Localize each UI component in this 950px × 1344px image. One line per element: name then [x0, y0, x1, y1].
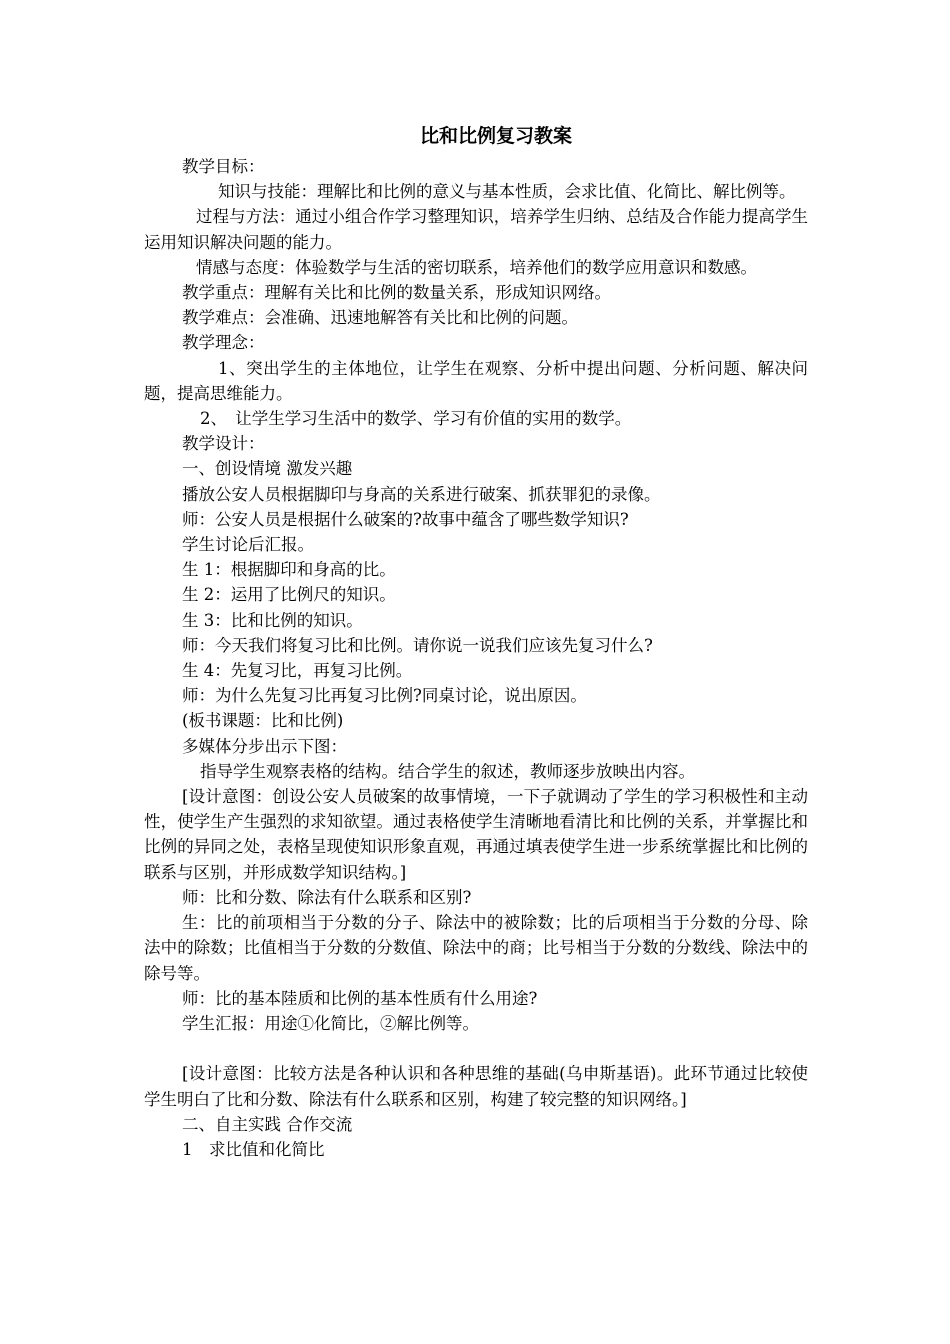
dialogue-line: 学生讨论后汇报。: [182, 535, 314, 555]
paragraph-philosophy: 教学理念：: [182, 333, 265, 353]
section-heading-2: 二、自主实践 合作交流: [182, 1114, 353, 1134]
paragraph-design: 教学设计：: [182, 434, 265, 454]
paragraph-design-intent-2: [设计意图：比较方法是各种认识和各种思维的基础(乌申斯基语)。此环节通过比较使学生明白了比和分数、除法有什么联系和区别，构建了较完整的知识网络。]: [144, 1064, 808, 1109]
paragraph-philosophy-item-2: 2、 让学生学习生活中的数学、学习有价值的实用的数学。: [200, 409, 632, 429]
paragraph-key-point: 教学重点：理解有关比和比例的数量关系，形成知识网络。: [182, 283, 611, 303]
section-heading-1: 一、创设情境 激发兴趣: [182, 459, 353, 479]
paragraph-teaching-goals: 教学目标：: [182, 157, 265, 176]
paragraph-board-title: (板书课题：比和比例): [182, 711, 344, 731]
paragraph-multimedia: 多媒体分步出示下图：: [182, 736, 347, 756]
dialogue-line: 师：今天我们将复习比和比例。请你说一说我们应该先复习什么?: [182, 635, 653, 655]
blank-line: [144, 1036, 808, 1061]
dialogue-line: 师：为什么先复习比再复习比例?同桌讨论，说出原因。: [182, 686, 587, 706]
paragraph-guide: 指导学生观察表格的结构。结合学生的叙述，教师逐步放映出内容。: [200, 761, 695, 781]
dialogue-line: 生 2：运用了比例尺的知识。: [182, 585, 396, 605]
dialogue-line: 生 4：先复习比，再复习比例。: [182, 661, 413, 681]
paragraph-process-method: 过程与方法：通过小组合作学习整理知识，培养学生归纳、总结及合作能力提高学生运用知识解决问题的能力。: [144, 207, 808, 252]
dialogue-line: 学生汇报：用途①化简比，②解比例等。: [182, 1013, 479, 1033]
dialogue-line: 师：比的基本陸质和比例的基本性质有什么用途?: [182, 988, 538, 1008]
paragraph-philosophy-item-1: 1、突出学生的主体地位，让学生在观察、分析中提出问题、分析问题、解决问题，提高思维能力。: [144, 358, 808, 403]
dialogue-line: 生 1：根据脚印和身高的比。: [182, 560, 396, 580]
paragraph-design-intent-1: [设计意图：创设公安人员破案的故事情境，一下子就调动了学生的学习积极性和主动性，使学生产生强烈的求知欲望。通过表格使学生清晰地看清比和比例的关系，并掌握比和比例的异同之处，表格呈现使知识形象直观，再通过填表使学生进一步系统掌握比和比例的联系与区别，并形成数学知识结构。]: [144, 787, 808, 882]
document-title: 比和比例复习教案: [419, 125, 572, 147]
dialogue-line: 生 3：比和比例的知识。: [182, 610, 363, 630]
paragraph-video: 播放公安人员根据脚印与身高的关系进行破案、抓获罪犯的录像。: [182, 484, 661, 504]
paragraph-difficulty: 教学难点：会准确、迅速地解答有关比和比例的问题。: [182, 308, 578, 328]
paragraph-knowledge-skills: 知识与技能：理解比和比例的意义与基本性质，会求比值、化简比、解比例等。: [218, 182, 796, 202]
dialogue-line: 师：比和分数、除法有什么联系和区别?: [182, 887, 472, 907]
document-page: [144, 122, 808, 1162]
dialogue-line: 师：公安人员是根据什么破案的?故事中蕴含了哪些数学知识?: [182, 509, 629, 529]
subsection-heading-1: 1 求比值和化简比: [182, 1139, 325, 1159]
paragraph-emotion-attitude: 情感与态度：体验数学与生活的密切联系，培养他们的数学应用意识和数感。: [196, 257, 757, 277]
dialogue-line: 生：比的前项相当于分数的分子、除法中的被除数；比的后项相当于分数的分母、除法中的除数；比值相当于分数的分数值、除法中的商；比号相当于分数的分数线、除法中的除号等。: [144, 913, 808, 983]
